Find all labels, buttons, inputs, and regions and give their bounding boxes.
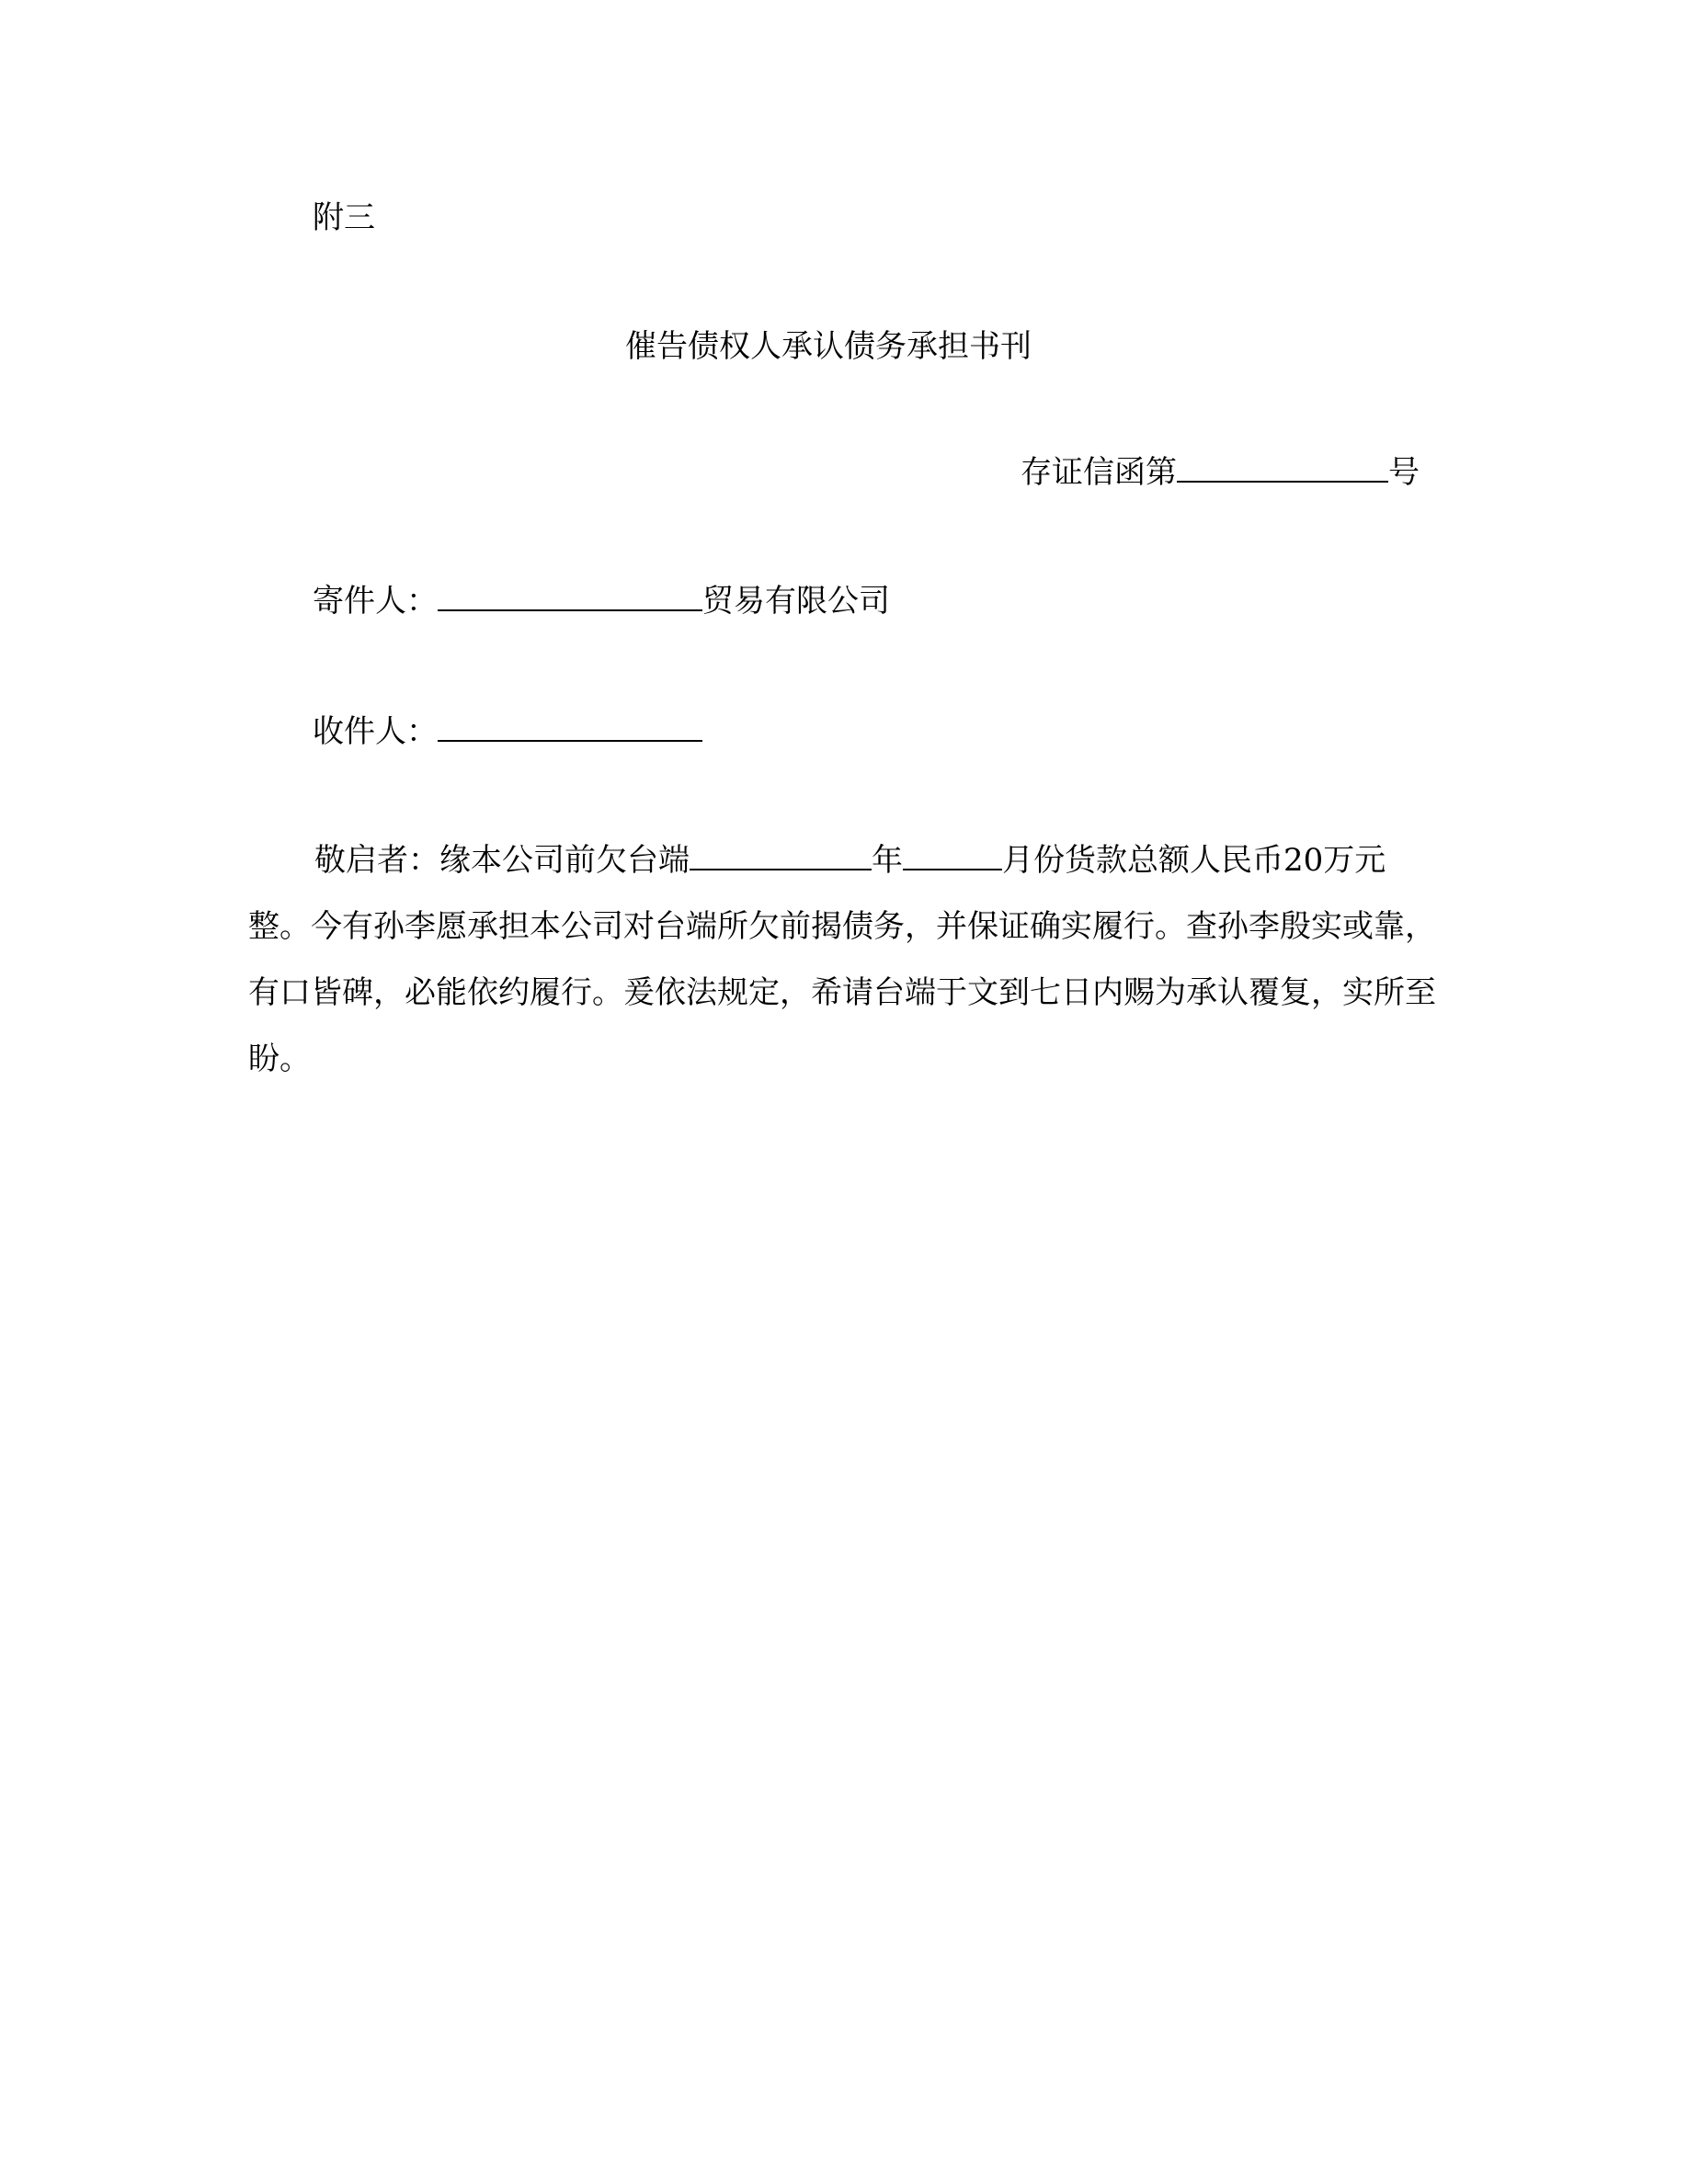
recipient-line [313,710,702,754]
recipient-label: 收件人： [313,713,438,750]
year-blank [690,841,872,870]
reference-number-line [1021,450,1420,495]
month-blank [903,841,1002,870]
annex-label: 附三 [313,199,375,236]
letter-first-line [248,827,1443,893]
month-rest: 月份货款总额人民币20万元 [1002,842,1386,879]
recipient-name-blank [438,712,702,742]
year-unit: 年 [872,842,903,879]
reference-prefix: 存证信函第 [1021,454,1177,491]
letter-body [248,827,1443,1092]
sender-line [313,579,890,623]
letter-text: 整。今有孙李愿承担本公司对台端所欠前揭债务，并保证确实履行。查孙李殷实或靠，有口皆碑，必能依约履行。爰依法规定，希请台端于文到七日内赐为承认覆复，实所至盼。 [248,908,1436,1077]
reference-number-blank [1177,453,1388,483]
page-title: 催告债权人承认债务承担书刊 [625,328,1032,365]
sender-name-blank [438,582,702,611]
sender-label: 寄件人： [313,583,438,620]
sender-suffix: 贸易有限公司 [702,583,890,620]
letter-intro: 敬启者：缘本公司前欠台端 [314,842,690,879]
reference-suffix: 号 [1388,454,1420,491]
